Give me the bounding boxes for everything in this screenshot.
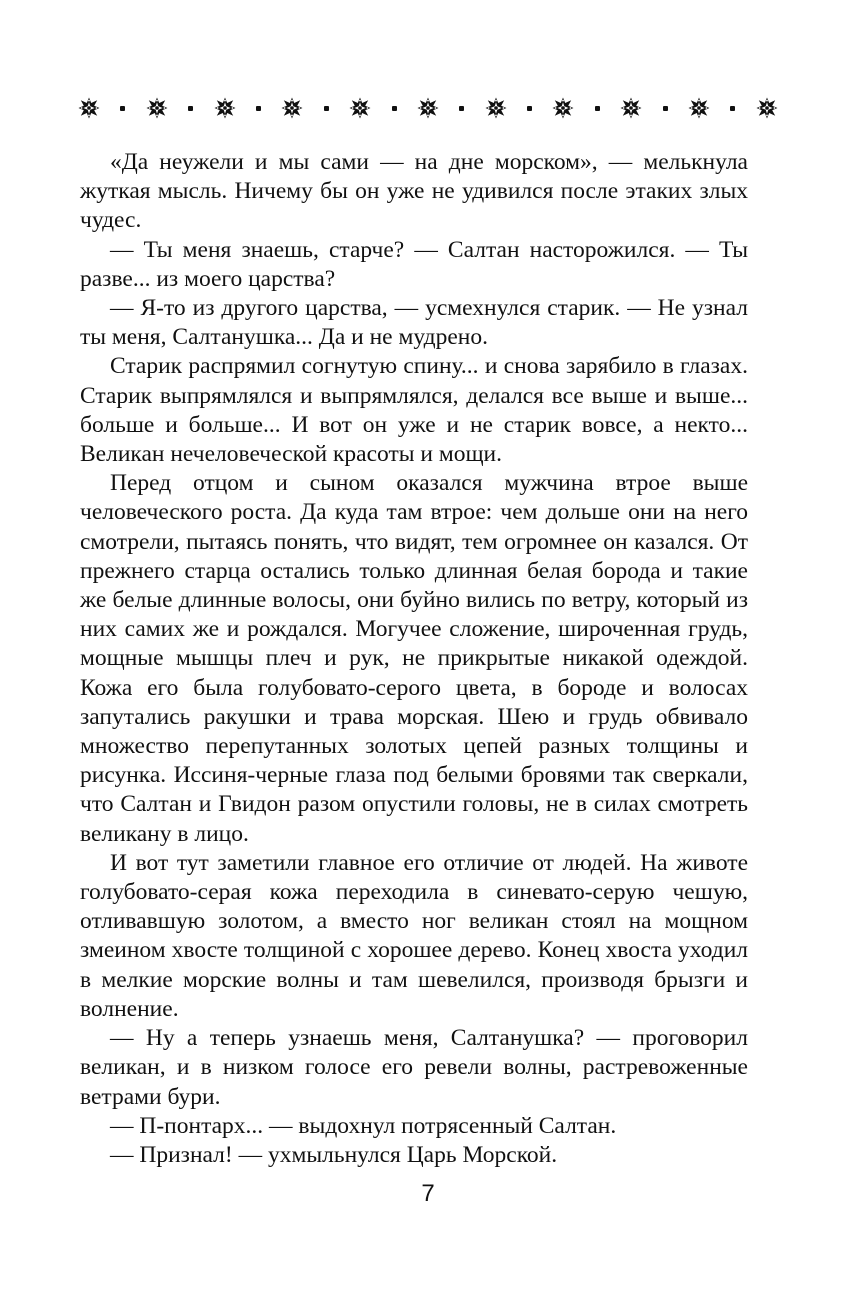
ornament-dot <box>595 106 600 111</box>
paragraph: «Да неужели и мы сами — на дне морском», — мелькнула жуткая мысль. Ничему бы он уже не удивился после этаких злых чудес. <box>80 149 748 234</box>
paragraph: — Признал! — ухмыльнулся Царь Морской. <box>110 1141 558 1168</box>
ornament-star-icon <box>281 97 303 119</box>
page-number: 7 <box>421 1180 435 1207</box>
ornament-dot <box>459 106 464 111</box>
ornament-star-icon <box>620 97 642 119</box>
ornament-dot <box>188 106 193 111</box>
ornament-star-icon <box>78 97 100 119</box>
paragraph: — Ну а теперь узнаешь меня, Салтанушка? — проговорил великан, и в низком голосе его ревели волны, растревоженные ветрами бури. <box>80 1025 748 1110</box>
paragraph: Перед отцом и сыном оказался мужчина втрое выше человеческого роста. Да куда там втрое: чем дольше они на него смотрели, пытаясь понять, что видят, тем огромнее он казался. От прежнего старца остались только длинная белая борода и такие же белые длинные волосы, они буйно вились по ветру, который из них самих же и рождался. Могучее сложение, широченная грудь, мощные мышцы плеч и рук, не прикрытые никакой одеждой. Кожа его была голубовато-серого цвета, в бороде и волосах запутались ракушки и трава морская. Шею и грудь обвивало множество перепутанных золотых цепей разных толщины и рисунка. Иссиня-черные глаза под белыми бровями так сверкали, что Салтан и Гвидон разом опустили головы, не в силах смотреть великану в лицо. <box>80 470 748 847</box>
ornament-dot <box>256 106 261 111</box>
ornament-star-icon <box>552 97 574 119</box>
ornament-dot <box>663 106 668 111</box>
ornament-dot <box>527 106 532 111</box>
paragraph: И вот тут заметили главное его отличие от людей. На животе голубовато-серая кожа переходила в синевато-серую чешую, отливавшую золотом, а вместо ног великан стоял на мощном змеином хвосте толщиной с хорошее дерево. Конец хвоста уходил в мелкие морские волны и там шевелился, производя брызги и волнение. <box>80 849 748 1022</box>
paragraph: Старик распрямил согнутую спину... и снова зарябило в глазах. Старик выпрямлялся и выпрямлялся, делался все выше и выше... больше и больше... И вот он уже и не старик вовсе, а некто... Великан нечеловеческой красоты и мощи. <box>80 353 748 468</box>
ornament-divider <box>78 96 778 120</box>
paragraph: — Я-то из другого царства, — усмехнулся старик. — Не узнал ты меня, Салтанушка... Да и не мудрено. <box>80 295 748 351</box>
paragraph: — П-понтарх... — выдохнул потрясенный Салтан. <box>110 1112 617 1139</box>
ornament-star-icon <box>688 97 710 119</box>
paragraph: — Ты меня знаешь, старче? — Салтан насторожился. — Ты разве... из моего царства? <box>80 236 748 292</box>
ornament-dot <box>120 106 125 111</box>
ornament-star-icon <box>485 97 507 119</box>
ornament-star-icon <box>417 97 439 119</box>
ornament-star-icon <box>214 97 236 119</box>
ornament-star-icon <box>146 97 168 119</box>
ornament-star-icon <box>756 97 778 119</box>
body-text <box>80 148 748 1170</box>
ornament-star-icon <box>349 97 371 119</box>
ornament-dot <box>324 106 329 111</box>
ornament-dot <box>730 106 735 111</box>
ornament-dot <box>392 106 397 111</box>
